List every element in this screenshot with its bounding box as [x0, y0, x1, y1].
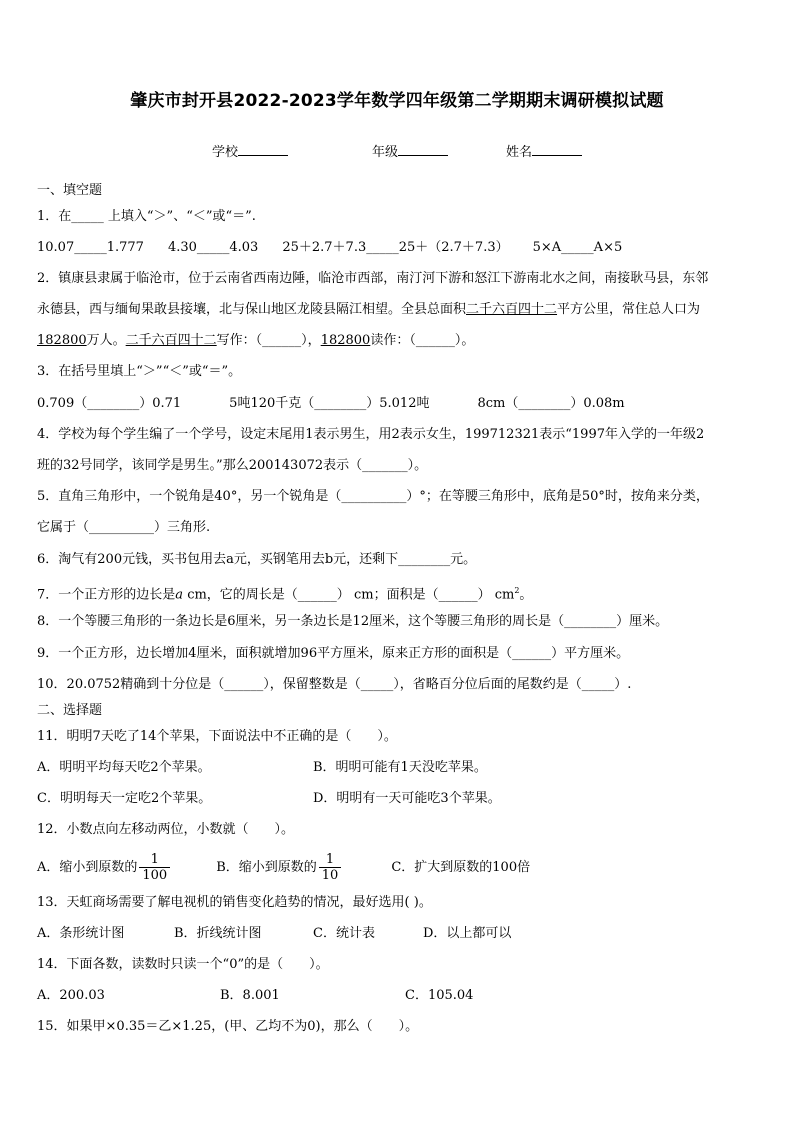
question-11-row-1	[37, 760, 761, 776]
q1-item-2: 4.30_____4.03	[167, 240, 259, 255]
q11-option-d[interactable]: D．明明有一天可能吃3个苹果。	[313, 791, 501, 806]
q12-option-a[interactable]: A．缩小到原数的 $\frac{1}{100}$	[37, 860, 172, 875]
question-14-options	[37, 988, 761, 1004]
question-1: 1．在_____ 上填入“＞”、“＜”或“＝”.	[37, 209, 256, 224]
question-11: 11．明明7天吃了14个苹果，下面说法中不正确的是（ ）。	[37, 729, 397, 744]
fraction-1-10: $\frac{1}{10}$	[319, 852, 342, 883]
q3-item-1: 0.709（________）0.71	[37, 396, 182, 411]
grade-field[interactable]	[372, 141, 448, 160]
name-label: 姓名	[506, 145, 533, 160]
question-2-line-2: 永德县，西与缅甸果敢县接壤，北与保山地区龙陵县隔江相望。全县总面积二千六百四十二平方公里，常住总人口为	[37, 302, 701, 317]
question-1-items	[37, 240, 761, 256]
question-11-row-2	[37, 791, 761, 807]
question-3-items	[37, 396, 761, 412]
school-label: 学校	[212, 145, 239, 160]
question-13-options	[37, 926, 761, 942]
q13-option-b[interactable]: B．折线统计图	[174, 926, 262, 941]
q13-option-c[interactable]: C．统计表	[313, 926, 375, 941]
question-15: 15．如果甲×0.35＝乙×1.25，(甲、乙均不为0)，那么（ ）。	[37, 1019, 419, 1034]
q14-option-c[interactable]: C．105.04	[405, 988, 474, 1003]
q1-item-3: 25＋2.7＋7.3_____25＋（2.7＋7.3）	[282, 240, 509, 255]
page-title: 肇庆市封开县2022-2023学年数学四年级第二学期期末调研模拟试题	[130, 91, 664, 111]
question-5-line-1: 5．直角三角形中，一个锐角是40°，另一个锐角是（__________）°；在等腰三角形中，底角是50°时，按角来分类，	[37, 489, 709, 504]
question-13: 13．天虹商场需要了解电视机的销售变化趋势的情况，最好选用( )。	[37, 895, 432, 910]
q12-option-c[interactable]: C．扩大到原数的100倍	[391, 860, 531, 875]
grade-blank[interactable]	[398, 141, 448, 156]
q1-item-1: 10.07_____1.777	[37, 240, 144, 255]
fraction-1-100: $\frac{1}{100}$	[139, 852, 170, 883]
underlined-population-2: 182800	[320, 333, 371, 348]
section-choice-heading: 二、选择题	[37, 703, 103, 718]
q11-option-c[interactable]: C．明明每天一定吃2个苹果。	[37, 791, 212, 806]
question-8: 8．一个等腰三角形的一条边长是6厘米，另一条边长是12厘米，这个等腰三角形的周长是（________）厘米。	[37, 614, 669, 629]
question-2-line-3: 182800万人。二千六百四十二写作：（______），182800读作：（______）。	[37, 333, 475, 348]
question-4-line-2: 班的32号同学，该同学是男生。”那么200143072表示（_______）。	[37, 458, 428, 473]
q1-item-4: 5×A_____A×5	[532, 240, 623, 255]
name-field[interactable]	[506, 141, 582, 160]
q3-item-3: 8cm（________）0.08m	[477, 396, 625, 411]
grade-label: 年级	[372, 145, 399, 160]
question-2-line-1: 2．镇康县隶属于临沧市，位于云南省西南边陲，临沧市西部，南汀河下游和怒江下游南北水之间，南接耿马县，东邻	[37, 271, 709, 286]
name-blank[interactable]	[532, 141, 582, 156]
underlined-population: 182800	[37, 333, 87, 348]
question-9: 9．一个正方形，边长增加4厘米，面积就增加96平方厘米，原来正方形的面积是（______）平方厘米。	[37, 646, 630, 661]
question-4-line-1: 4．学校为每个学生编了一个学号，设定末尾用1表示男生，用2表示女生，199712321表示“1997年入学的一年级2	[37, 427, 705, 442]
question-10: 10．20.0752精确到十分位是（______），保留整数是（_____），省略百分位后面的尾数约是（_____）.	[37, 677, 632, 692]
question-12-options	[37, 848, 761, 888]
q14-option-b[interactable]: B．8.001	[220, 988, 280, 1003]
underlined-area-words: 二千六百四十二	[125, 333, 217, 348]
q3-item-2: 5吨120千克（________）5.012吨	[229, 396, 430, 411]
school-blank[interactable]	[238, 141, 288, 156]
question-3: 3．在括号里填上“＞”“＜”或“＝”。	[37, 364, 242, 379]
q14-option-a[interactable]: A．200.03	[37, 988, 105, 1003]
underlined-area-text: 二千六百四十二	[466, 302, 558, 317]
school-field[interactable]	[212, 141, 288, 160]
question-14: 14．下面各数，读数时只读一个“0”的是（ ）。	[37, 957, 329, 972]
question-12: 12．小数点向左移动两位，小数就（ ）。	[37, 822, 295, 837]
question-5-line-2: 它属于（__________）三角形.	[37, 520, 211, 535]
q12-option-b[interactable]: B．缩小到原数的 $\frac{1}{10}$	[216, 860, 343, 875]
q11-option-b[interactable]: B．明明可能有1天没吃苹果。	[313, 760, 487, 775]
section-fill-blank-heading: 一、填空题	[37, 183, 103, 198]
question-6: 6．淘气有200元钱，买书包用去a元，买钢笔用去b元，还剩下________元。	[37, 552, 477, 567]
q13-option-a[interactable]: A．条形统计图	[37, 926, 125, 941]
q13-option-d[interactable]: D．以上都可以	[423, 926, 512, 941]
q11-option-a[interactable]: A．明明平均每天吃2个苹果。	[37, 760, 211, 775]
question-7: 7．一个正方形的边长是a cm，它的周长是（______） cm；面积是（______） $cm^2$。	[37, 586, 533, 603]
